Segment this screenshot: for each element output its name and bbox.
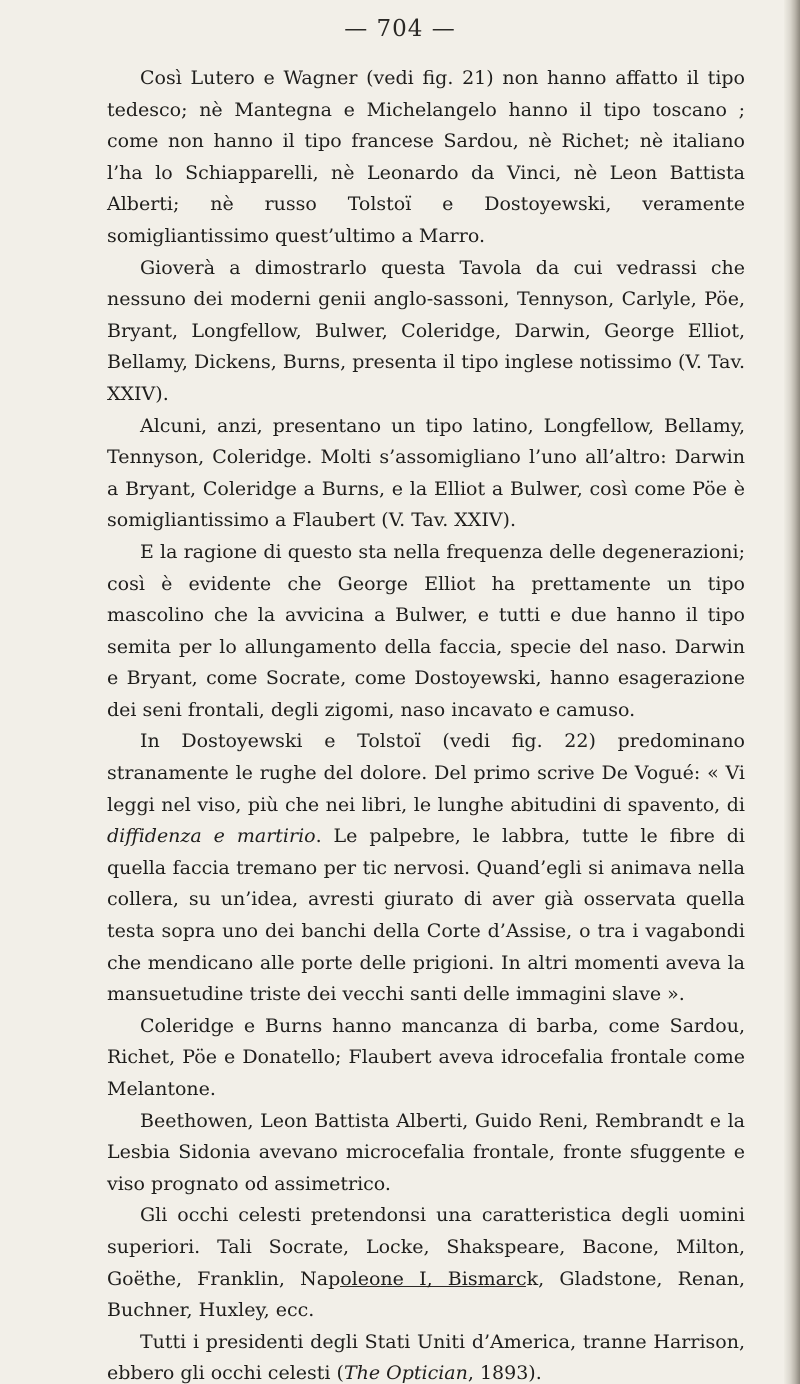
paragraph <box>107 1200 745 1326</box>
italic-text: diffidenza e martirio <box>107 825 316 848</box>
text-run: , 1893). <box>467 1362 542 1384</box>
paragraph <box>107 411 745 537</box>
text-run: E la ragione di questo sta nella frequenza delle degenerazioni; così è evidente che George Elliot ha prettamente un tipo mascolino che la avvicina a Bulwer, e tutti e due hanno il tipo semita per lo allungamento della faccia, specie del naso. Darwin e Bryant, come Socrate, come Dostoyewski, hanno esagerazione dei seni frontali, degli zigomi, naso incavato e camuso. <box>107 540 745 721</box>
text-run: Coleridge e Burns hanno mancanza di barba, come Sardou, Richet, Pöe e Donatello; Flaubert aveva idrocefalia frontale come Melantone. <box>107 1014 745 1100</box>
italic-text: The Optician <box>343 1362 468 1384</box>
text-run: Così Lutero e Wagner (vedi fig. 21) non hanno affatto il tipo tedesco; nè Mantegna e Michelangelo hanno il tipo toscano ; come non hanno il tipo francese Sardou, nè Richet; nè italiano l’ha lo Schiapparelli, nè Leonardo da Vinci, nè Leon Battista Alberti; nè russo Tolstoï e Dostoyewski, veramente somigliantissimo quest’ultimo a Marro. <box>107 67 745 247</box>
text-run: In Dostoyewski e Tolstoï (vedi fig. 22) predominano stranamente le rughe del dolore. Del primo scrive De Vogué: « Vi leggi nel viso, più che nei libri, le lunghe abitudini di spavento, di <box>107 730 745 816</box>
page-number: — 704 — <box>344 16 456 42</box>
paragraph <box>107 1011 745 1106</box>
paragraph <box>107 1106 745 1201</box>
text-run: Beethowen, Leon Battista Alberti, Guido Reni, Rembrandt e la Lesbia Sidonia avevano microcefalia frontale, fronte sfuggente e viso prognato od assimetrico. <box>107 1109 745 1195</box>
paragraph <box>107 253 745 411</box>
text-run: . Le palpebre, le labbra, tutte le fibre di quella faccia tremano per tic nervosi. Quand’egli si animava nella collera, su un’idea, avresti giurato di aver già osservata quella testa sopra uno dei banchi della Corte d’Assise, o tra i vagabondi che mendicano alle porte delle prigioni. In altri momenti aveva la mansuetudine triste dei vecchi santi delle immagini slave ». <box>107 825 745 1006</box>
text-run: Tutti i presidenti degli Stati Uniti d’America, tranne Harrison, ebbero gli occhi celesti ( <box>107 1330 745 1384</box>
text-run: Alcuni, anzi, presentano un tipo latino, Longfellow, Bellamy, Tennyson, Coleridge. Molti s’assomigliano l’uno all’altro: Darwin a Bryant, Coleridge a Burns, e la Elliot a Bulwer, così come Pöe è somigliantissimo a Flaubert (V. Tav. XXIV). <box>107 414 745 532</box>
paragraph <box>107 537 745 727</box>
page-edge-shadow <box>784 0 800 1384</box>
text-run: Gli occhi celesti pretendonsi una caratteristica degli uomini superiori. Tali Socrate, Locke, Shakspeare, Bacone, Milton, Goëthe, Franklin, Napoleone I, Bismarck, Gladstone, Renan, Buchner, Huxley, ecc. <box>107 1204 745 1322</box>
body-text <box>107 63 745 1384</box>
paragraph <box>107 63 745 253</box>
paragraph <box>107 726 745 1010</box>
text-run: Gioverà a dimostrarlo questa Tavola da cui vedrassi che nessuno dei moderni genii anglo-sassoni, Tennyson, Carlyle, Pöe, Bryant, Longfellow, Bulwer, Coleridge, Darwin, George Elliot, Bellamy, Dickens, Burns, presenta il tipo inglese notissimo (V. Tav. XXIV). <box>107 256 745 405</box>
paragraph <box>107 1327 745 1384</box>
section-divider-rule <box>340 1286 526 1287</box>
